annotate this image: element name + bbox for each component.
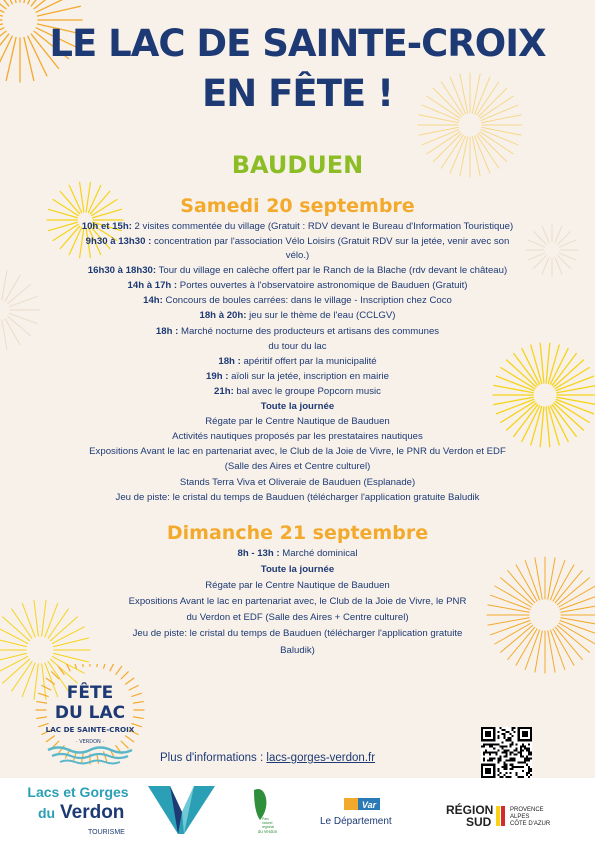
schedule-line [40,219,555,234]
schedule-line [40,369,555,384]
schedule-text: bal avec le groupe Popcorn music [233,385,381,397]
schedule-text: Portes ouvertes à l'observatoire astronomique de Bauduen (Gratuit) [177,280,468,292]
saturday-schedule [40,219,555,505]
schedule-time: Toute la journée [260,564,335,576]
schedule-line [40,324,555,339]
schedule-text: (Salle des Aires et Centre culturel) [224,461,371,473]
title-line-1: LE LAC DE SAINTE-CROIX [49,22,546,65]
schedule-text: Tour du village en calèche offert par le Ranch de la Blache (rdv devant le château) [156,265,508,277]
schedule-time: 21h: [214,385,234,397]
schedule-time: 19h : [206,370,229,382]
verdon-v-emblem [148,786,215,834]
schedule-text: Expositions Avant le lac en partenariat avec, le Club de la Joie de Vivre, le PNR du Verdon et EDF [89,446,506,458]
schedule-line [40,263,555,278]
schedule-line [40,414,555,429]
title-line-2: EN FÊTE ! [202,72,393,115]
schedule-line [40,459,555,474]
schedule-text: Expositions Avant le lac en partenariat avec, le Club de la Joie de Vivre, le PNR [128,596,467,608]
region-line2: SUD [466,815,492,829]
region-line1: RÉGION [446,803,494,817]
schedule-line [40,610,555,626]
schedule-line [40,643,555,659]
schedule-line [40,626,555,642]
lgv-line1: Lacs et Gorges [27,784,129,800]
schedule-time: 14h: [143,295,163,307]
qr-code [481,727,532,778]
prov-line3: CÔTE D'AZUR [510,821,551,827]
pnr-line4: du Verdon [258,829,278,834]
more-info [160,752,375,764]
pnr-line3: régional [262,825,275,829]
pnr-line1: Parc [262,817,269,821]
schedule-line [40,354,555,369]
schedule-text: concentration par l'association Vélo Loisirs (Gratuit RDV sur la jetée, venir avec son [151,236,510,248]
fete-logo-line3: LAC DE SAINTE-CROIX [45,725,135,734]
sunday-schedule [40,546,555,659]
lgv-tourisme: TOURISME [88,829,125,836]
schedule-time: 14h à 17h : [127,280,178,292]
schedule-line [40,234,555,249]
schedule-line [40,578,555,594]
schedule-line [40,293,555,308]
website-link[interactable]: lacs-gorges-verdon.fr [266,752,376,764]
fete-logo-line4: · VERDON · [76,739,104,745]
schedule-line [40,249,555,263]
schedule-line [40,475,555,490]
place-name: BAUDUEN [231,151,364,179]
lgv-du: du [38,805,56,821]
footer-logo-strip [0,778,595,842]
schedule-text: Régate par le Centre Nautique de Bauduen [205,580,390,592]
schedule-time: Toute la journée [260,401,335,413]
schedule-line [40,594,555,610]
schedule-time: 16h30 à 18h30: [87,265,157,277]
schedule-text: aïoli sur la jetée, inscription en mairie [228,370,389,382]
schedule-line [40,546,555,562]
var-badge: Var [361,800,377,810]
day-saturday: Samedi 20 septembre [180,195,415,217]
region-sud-logo [446,802,551,829]
schedule-line [40,444,555,459]
schedule-text: Régate par le Centre Nautique de Bauduen [205,416,390,428]
more-info-label: Plus d'informations : [160,752,267,764]
fete-logo-line2: DU LAC [54,703,126,723]
prov-line1: PROVENCE [510,807,544,813]
day-sunday: Dimanche 21 septembre [166,522,429,544]
schedule-text: Activités nautiques proposés par les prestataires nautiques [172,431,423,443]
schedule-line [40,384,555,399]
schedule-text: 2 visites commentée du village (Gratuit : RDV devant le Bureau d'Information Touristique) [131,221,514,232]
pnr-line2: naturel [262,821,273,825]
schedule-text: Jeu de piste: le cristal du temps de Bauduen (télécharger l'application gratuite Baludik [115,491,480,503]
schedule-time: 9h30 à 13h30 : [85,236,152,248]
schedule-text: Marché dominical [279,548,358,559]
schedule-text: Stands Terra Viva et Oliveraie de Bauduen (Esplanade) [179,476,416,488]
var-name: Le Département [320,816,392,827]
schedule-line [40,278,555,293]
schedule-text: Baludik) [280,644,315,656]
fete-du-lac-logo [34,664,146,768]
schedule-text: Concours de boules carrées: dans le village - Inscription chez Coco [162,295,452,307]
schedule-text: jeu sur le thème de l'eau (CCLGV) [246,310,396,322]
schedule-time: 10h et 15h: [81,221,132,232]
schedule-time: 18h : [218,355,241,367]
footer-logos [0,778,595,842]
schedule-text: du Verdon et EDF (Salle des Aires + Centre culturel) [186,612,409,624]
schedule-line [40,308,555,323]
lacs-gorges-verdon-logo [27,784,128,836]
schedule-time: 18h : [155,325,179,337]
schedule-time: 8h - 13h : [237,548,280,559]
schedule-text: Marché nocturne des producteurs et artisans des communes [178,325,440,337]
schedule-time: 18h à 20h: [199,310,247,322]
schedule-line [40,399,555,414]
schedule-line [40,490,555,505]
fete-logo-line1: FÊTE [66,683,114,703]
schedule-line [40,429,555,444]
pnr-verdon-logo [254,789,278,834]
schedule-text: apéritif offert par la municipalité [240,355,377,367]
schedule-line [40,339,555,354]
schedule-text: vélo.) [285,250,310,262]
prov-line2: ALPES [510,814,530,820]
schedule-text: du tour du lac [268,340,327,352]
var-departement-logo [320,798,392,827]
schedule-text: Jeu de piste: le cristal du temps de Bauduen (télécharger l'application gratuite [132,628,463,640]
schedule-line [40,562,555,578]
lgv-verdon: Verdon [60,802,125,823]
